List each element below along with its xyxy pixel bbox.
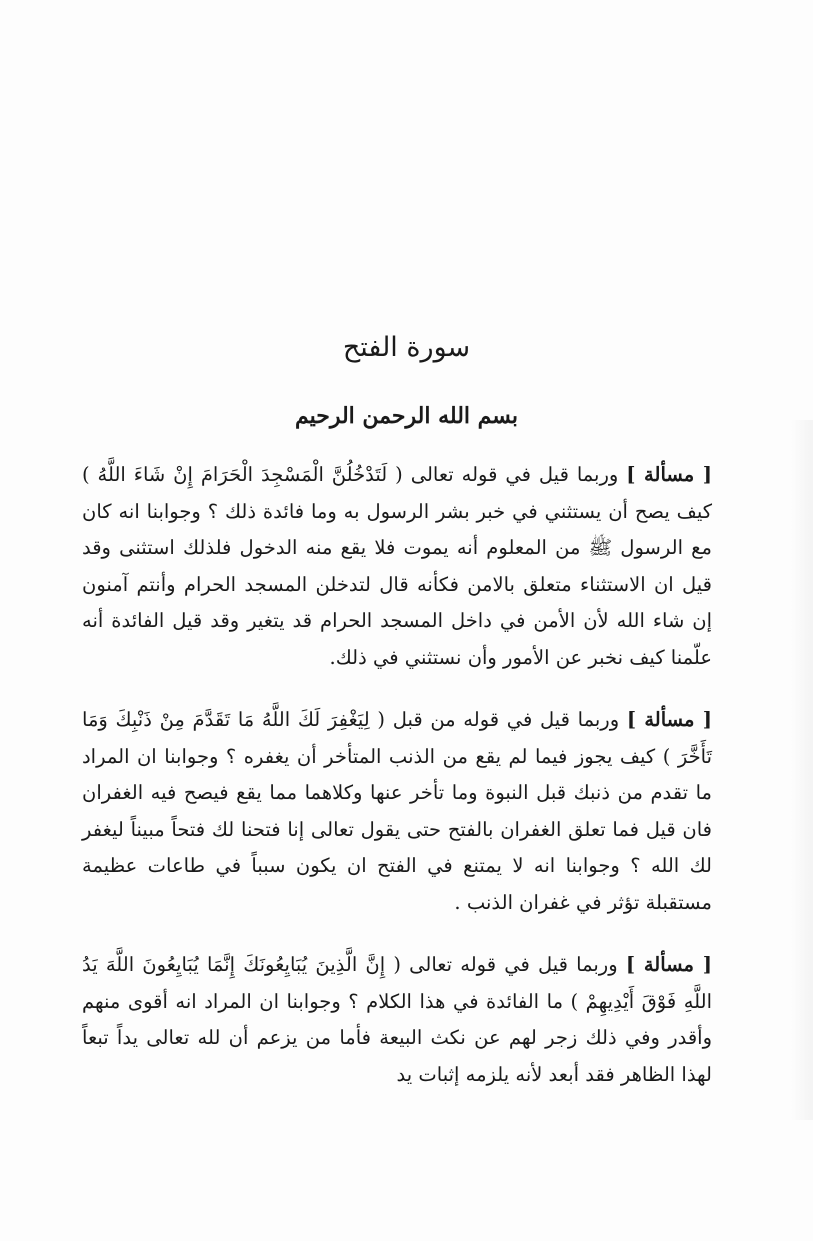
basmala-heading: بسم الله الرحمن الرحيم xyxy=(294,403,519,429)
paragraph-text: وربما قيل في قوله من قبل ( لِيَغْفِرَ لَكَ اللَّهُ مَا تَقَدَّمَ مِنْ ذَنْبِكَ وَمَا تَأَخَّرَ ) كيف يجوز فيما لم يقع من الذنب المتأخر أن يغفره ؟ وجوابنا ان المراد ما تقدم من ذنبك قبل النبوة وما تأخر عنها وكلاهما مما يقع فيصح فيه الغفران فان قيل فما تعلق الغفران بالفتح حتى يقول تعالى إنا فتحنا لك فتحاً مبيناً ليغفر لك الله ؟ وجوابنا انه لا يمتنع في الفتح ان يكون سبباً في طاعات عظيمة مستقبلة تؤثر في غفران الذنب . xyxy=(82,708,712,914)
paragraph-1 xyxy=(82,457,712,676)
surah-title: سورة الفتح xyxy=(342,332,471,363)
paragraph-text: وربما قيل في قوله تعالى ( لَتَدْخُلُنَّ الْمَسْجِدَ الْحَرَامَ إِنْ شَاءَ اللَّهُ ) كيف يصح أن يستثني في خبر بشر الرسول به وما فائدة ذلك ؟ وجوابنا انه كان مع الرسول ﷺ من المعلوم أنه يموت فلا يقع منه الدخول فلذلك استثنى وقد قيل ان الاستثناء متعلق بالامن فكأنه قال لتدخلن المسجد الحرام وأنتم آمنون إن شاء الله لأن الأمن في داخل المسجد الحرام قد يتغير وقد قيل الفائدة أنه علّمنا كيف نخبر عن الأمور وأن نستثني في ذلك. xyxy=(82,463,712,669)
paragraph-2 xyxy=(82,702,712,921)
paragraph-marker: [ مسألة ] xyxy=(625,953,712,976)
page-edge-shadow xyxy=(791,420,813,1120)
paragraph-marker: [ مسألة ] xyxy=(626,463,712,486)
paragraph-3 xyxy=(82,947,712,1093)
paragraph-marker: [ مسألة ] xyxy=(626,708,712,731)
paragraph-text: وربما قيل في قوله تعالى ( إِنَّ الَّذِينَ يُبَايِعُونَكَ إِنَّمَا يُبَايِعُونَ اللَّهَ يَدُ اللَّهِ فَوْقَ أَيْدِيهِمْ ) ما الفائدة في هذا الكلام ؟ وجوابنا ان المراد انه أقوى منهم وأقدر وفي ذلك زجر لهم عن نكث البيعة فأما من يزعم أن لله تعالى يداً تبعاً لهذا الظاهر فقد أبعد لأنه يلزمه إثبات يد xyxy=(82,953,712,1086)
